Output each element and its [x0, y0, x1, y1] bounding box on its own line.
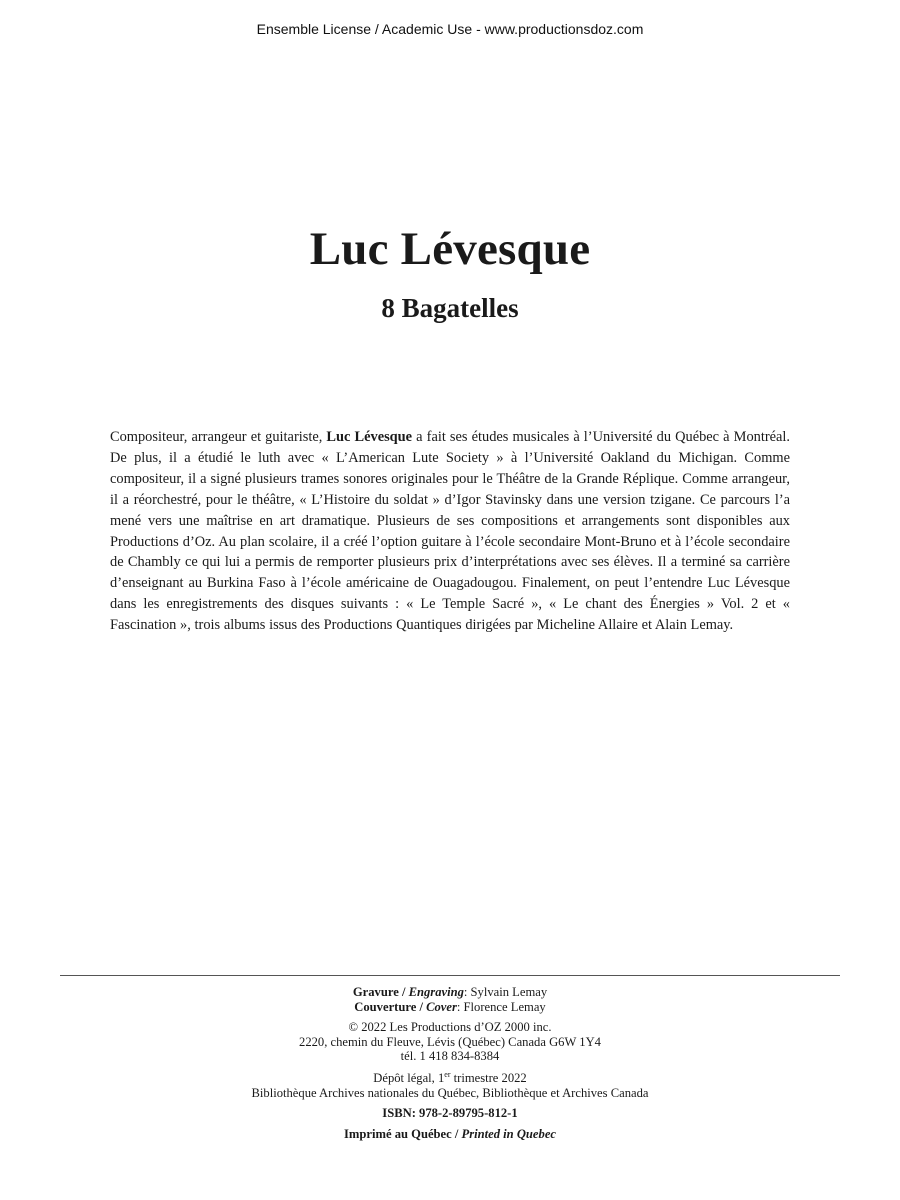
license-header: Ensemble License / Academic Use - www.productionsdoz.com [256, 21, 644, 37]
credits-block [0, 985, 900, 1141]
printed-label: Imprimé au Québec / [344, 1126, 462, 1141]
legal-deposit-post: trimestre 2022 [450, 1070, 527, 1085]
printed-label-en: Printed in Quebec [461, 1126, 556, 1141]
legal-deposit-pre: Dépôt légal, 1 [373, 1070, 445, 1085]
cover-name: : Florence Lemay [456, 999, 546, 1014]
engraving-label: Gravure / [352, 985, 409, 999]
bio-body: a fait ses études musicales à l’Université du Québec à Montréal. De plus, il a étudié le luth avec « L’American Lute Society » à l’Université Oakland du Michigan. Comme compositeur, il a signé plusieurs trames sonores originales pour le Théâtre de la Grande Réplique. Comme arrangeur, il a réorchestré, pour le théâtre, « L’Histoire du soldat » d’Igor Stavinsky dans une version tzigane. Ce parcours l’a mené vers une maîtrise en art dramatique. Plusieurs de ses compositions et arrangements sont disponibles aux Productions d’Oz. Au plan scolaire, il a créé l’option guitare à l’école secondaire Mont-Bruno et à l’école secondaire de Chambly ce qui lui a permis de remporter plusieurs prix d’interprétations avec ses élèves. Il a terminé sa carrière d’enseignant au Burkina Faso à l’école américaine de Ouagadougou. Finalement, on peut l’entendre Luc Lévesque dans les enregistrements des disques suivants : « Le Temple Sacré », « Le chant des Énergies » Vol. 2 et « Fascination », trois albums issus des Productions Quantiques dirigées par Micheline Allaire et Alain Lemay. [110, 429, 790, 634]
bio-intro: Compositeur, arrangeur et guitariste, [110, 429, 327, 445]
phone-line: tél. 1 418 834-8384 [400, 1049, 500, 1064]
composer-name: Luc Lévesque [309, 223, 591, 275]
legal-deposit-line [0, 1071, 900, 1086]
footer-divider [60, 975, 840, 976]
cover-label: Couverture / [354, 999, 427, 1014]
cover-credit [0, 1000, 900, 1015]
engraving-name: : Sylvain Lemay [463, 985, 548, 999]
cover-label-en: Cover [426, 999, 457, 1014]
legal-deposit-sup: er [444, 1069, 451, 1079]
isbn-value: ISBN: 978-2-89795-812-1 [382, 1106, 518, 1121]
copyright-line: © 2022 Les Productions d’OZ 2000 inc. [348, 1020, 552, 1035]
isbn-line [0, 1106, 900, 1121]
bio-composer-name: Luc Lévesque [326, 429, 413, 445]
address-line: 2220, chemin du Fleuve, Lévis (Québec) Canada G6W 1Y4 [299, 1034, 601, 1049]
printed-line [0, 1127, 900, 1142]
engraving-credit [0, 985, 900, 1000]
work-title: 8 Bagatelles [381, 293, 519, 323]
biography-paragraph [110, 427, 790, 636]
engraving-label-en: Engraving [408, 985, 464, 999]
libraries-line: Bibliothèque Archives nationales du Québec, Bibliothèque et Archives Canada [251, 1085, 649, 1100]
